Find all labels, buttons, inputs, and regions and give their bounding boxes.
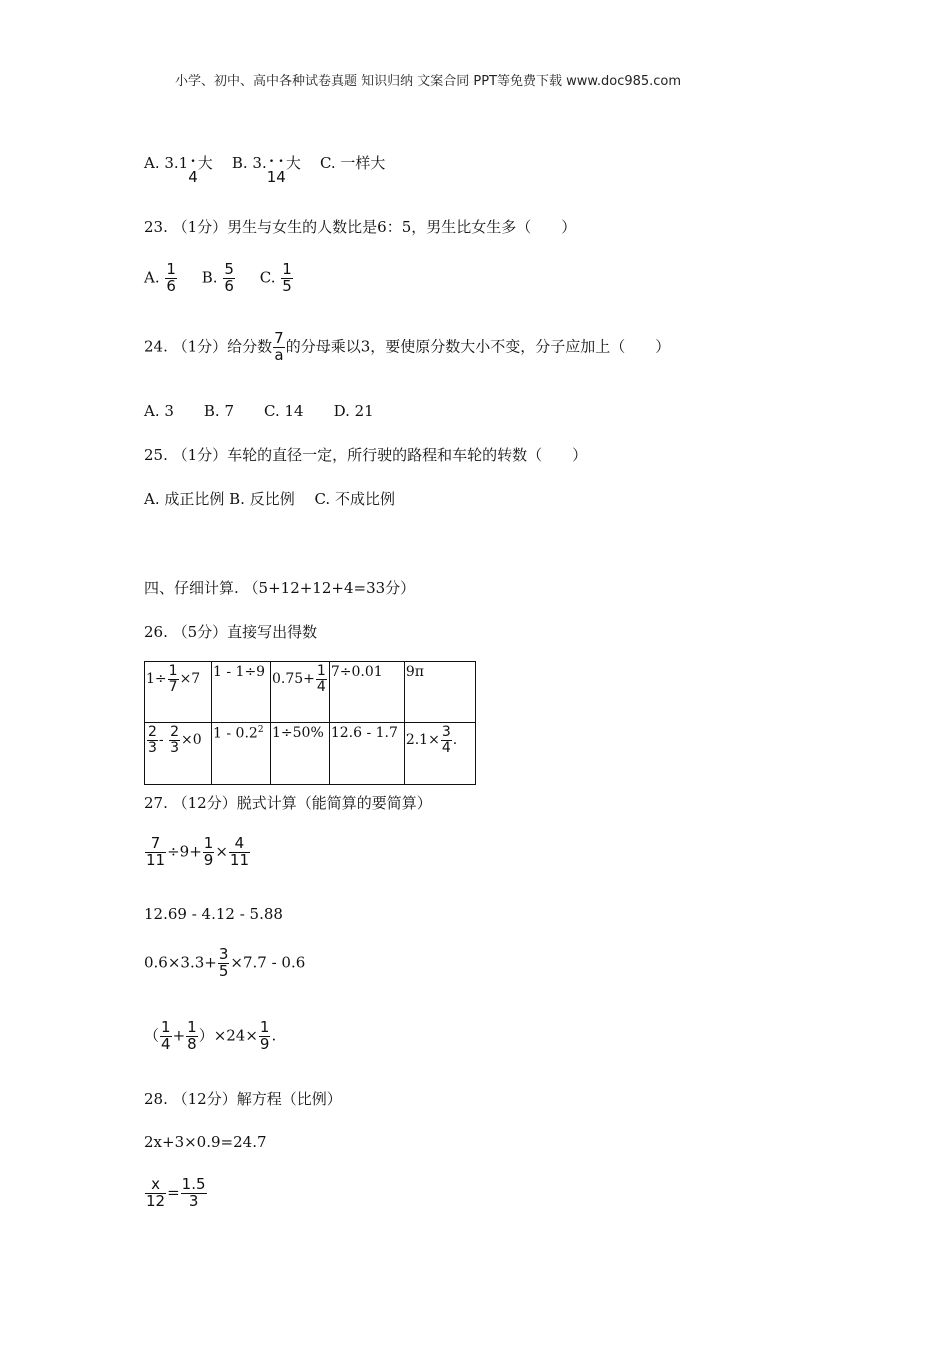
q27-stem: 27. （12分）脱式计算（能简算的要简算） xyxy=(144,794,432,812)
table-row xyxy=(145,723,476,785)
q27-expression-2: 12.69 - 4.12 - 5.88 xyxy=(144,905,283,923)
q26-cell-r1c5: 9π xyxy=(404,662,475,723)
q22-option-b-suffix: 大 xyxy=(285,154,301,172)
q26-cell-r1c4: 7÷0.01 xyxy=(329,662,404,723)
q26-cell-r2c4: 12.6 - 1.7 xyxy=(329,723,404,785)
q27-expression-1: $\frac{7}{11}$ ÷9+ $\frac{1}{9}$ × $\frac{4}{11}$ xyxy=(146,834,249,869)
q23-stem: 23. （1分）男生与女生的人数比是6：5，男生比女生多（ ） xyxy=(144,218,577,236)
q26-stem: 26. （5分）直接写出得数 xyxy=(144,623,318,641)
table-row xyxy=(145,662,476,723)
q26-cell-r2c5: 2.1× $\frac{3}{4}$ . xyxy=(404,723,475,785)
q24-stem-post: 的分母乘以3，要使原分数大小不变，分子应加上（ ） xyxy=(285,337,671,356)
q26-cell-r2c2: $1 - 0.2^2$ xyxy=(212,723,271,785)
q28-equation-2: $\frac{x}{12}$ = $\frac{1.5}{3}$ xyxy=(146,1175,206,1210)
q26-cell-r1c3: 0.75+ $\frac{1}{4}$ xyxy=(271,662,330,723)
q26-cell-r1c1: 1÷ $\frac{1}{7}$ ×7 xyxy=(145,662,212,723)
q23-option-a-label: A. xyxy=(144,268,160,287)
q23-option-c-label: C. xyxy=(259,268,276,287)
q25-options: A. 成正比例 B. 反比例 C. 不成比例 xyxy=(144,490,395,508)
q24-stem xyxy=(144,331,670,364)
q23-option-b-label: B. xyxy=(201,268,218,287)
q26-calc-table xyxy=(144,661,476,785)
q27-expression-4: （ $\frac{1}{4}$ + $\frac{1}{8}$ ）×24× $\frac{1}{9}$ . xyxy=(144,1018,277,1053)
q22-option-c: C. 一样大 xyxy=(319,154,386,172)
q24-options: A. 3 B. 7 C. 14 D. 21 xyxy=(144,402,374,420)
page-header: 小学、初中、高中各种试卷真题 知识归纳 文案合同 PPT等免费下载 www.doc985.com xyxy=(175,74,682,89)
q26-cell-r2c3: 1÷50% xyxy=(271,723,330,785)
q22-option-a-suffix: 大 xyxy=(197,154,213,172)
q23-option-a-fraction: $\frac{1}{6}$ xyxy=(166,260,176,295)
q28-equation-1: 2x+3×0.9=24.7 xyxy=(144,1133,267,1151)
q22-option-b-digit2: • 4 xyxy=(276,168,286,186)
q23-options xyxy=(144,262,294,295)
q23-option-c-fraction: $\frac{1}{5}$ xyxy=(282,260,292,295)
q26-cell-r1c2: 1 - 1÷9 xyxy=(212,662,271,723)
q24-fraction: $\frac{7}{a}$ xyxy=(274,329,284,364)
q27-expression-3: 0.6×3.3+ $\frac{3}{5}$ ×7.7 - 0.6 xyxy=(144,945,306,980)
q28-stem: 28. （12分）解方程（比例） xyxy=(144,1090,342,1108)
q23-option-b-fraction: $\frac{5}{6}$ xyxy=(224,260,234,295)
q22-option-b-prefix: B. 3. xyxy=(231,154,267,172)
q22-options xyxy=(144,152,386,186)
q22-option-a-repeating-digit: • 4 xyxy=(188,168,198,186)
q26-cell-r2c1: $\frac{2}{3}$ - $\frac{2}{3}$ ×0 xyxy=(145,723,212,785)
section-4-heading: 四、仔细计算. （5+12+12+4=33分） xyxy=(144,579,416,597)
q22-option-a-prefix: A. 3.1 xyxy=(144,154,189,172)
q25-stem: 25. （1分）车轮的直径一定，所行驶的路程和车轮的转数（ ） xyxy=(144,446,588,464)
q24-stem-pre: 24. （1分）给分数 xyxy=(144,337,273,356)
q22-option-b-digit1: • 1 xyxy=(267,168,277,186)
